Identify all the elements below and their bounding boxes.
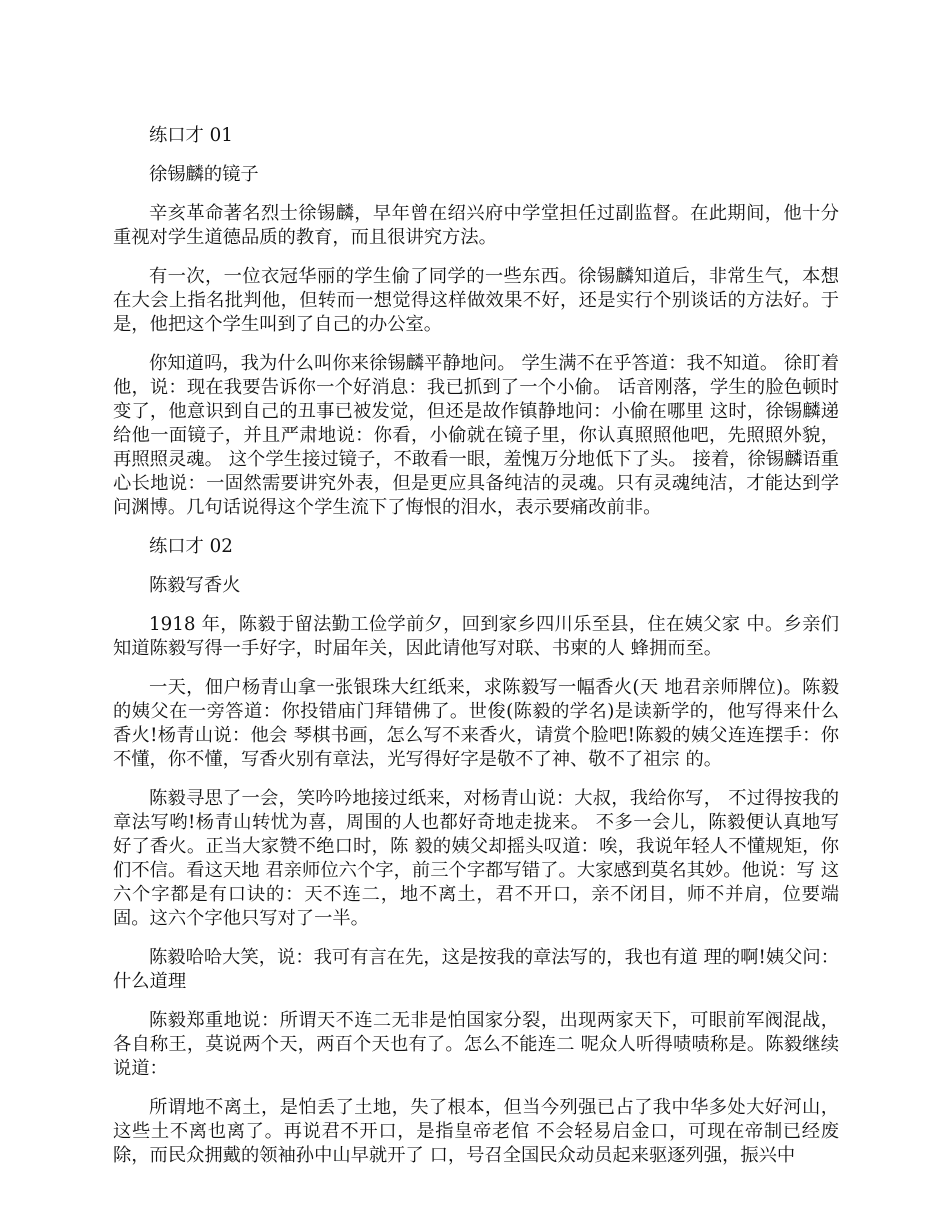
section-heading: 练口才 02 (149, 536, 233, 557)
paragraph: 有一次，一位衣冠华丽的学生偷了同学的一些东西。徐锡麟知道后，非常生气，本想在大会上指名批判他，但转而一想觉得这样做效果不好，还是实行个别谈话的方法好。于是，他把这个学生叫到了自己的办公室。 (113, 266, 839, 335)
story-title: 陈毅写香火 (149, 575, 241, 596)
paragraph: 陈毅哈哈大笑，说：我可有言在先，这是按我的章法写的，我也有道 理的啊!姨父问：什么道理 (113, 947, 839, 992)
section-heading: 练口才 01 (149, 125, 233, 146)
paragraph: 辛亥革命著名烈士徐锡麟，早年曾在绍兴府中学堂担任过副监督。在此期间，他十分重视对学生道德品质的教育，而且很讲究方法。 (113, 203, 839, 248)
paragraph: 陈毅寻思了一会，笑吟吟地接过纸来，对杨青山说：大叔，我给你写， 不过得按我的章法写哟!杨青山转忧为喜，周围的人也都好奇地走拢来。 不多一会儿，陈毅便认真地写好了香火。正当大家赞不绝口时，陈 毅的姨父却摇头叹道：唉，我说年轻人不懂规矩，你们不信。看这天地 君亲师位六个字，前三个字都写错了。大家感到莫名其妙。他说：写 这六个字都是有口诀的：天不连二，地不离土，君不开口，亲不闭目，师不并肩，位要端固。这六个字他只写对了一半。 (113, 788, 839, 929)
paragraph: 1918 年，陈毅于留法勤工俭学前夕，回到家乡四川乐至县，住在姨父家 中。乡亲们知道陈毅写得一手好字，时届年关，因此请他写对联、书柬的人 蜂拥而至。 (113, 614, 839, 659)
document-page (113, 124, 839, 1183)
paragraph: 一天，佃户杨青山拿一张银珠大红纸来，求陈毅写一幅香火(天 地君亲师牌位)。陈毅的姨父在一旁答道：你投错庙门拜错佛了。世俊(陈毅的学名)是读新学的，他写得来什么香火!杨青山说：他会 琴棋书画，怎么写不来香火，请赏个脸吧!陈毅的姨父连连摆手：你不懂，你不懂，写香火别有章法，光写得好字是敬不了神、敬不了祖宗 的。 (113, 677, 839, 770)
paragraph: 陈毅郑重地说：所谓天不连二无非是怕国家分裂，出现两家天下，可眼前军阀混战，各自称王，莫说两个天，两百个天也有了。怎么不能连二 呢众人听得啧啧称是。陈毅继续说道： (113, 1010, 839, 1079)
paragraph: 你知道吗，我为什么叫你来徐锡麟平静地问。 学生满不在乎答道：我不知道。 徐盯着他，说：现在我要告诉你一个好消息：我已抓到了一个小偷。 话音刚落，学生的脸色顿时变了，他意识到自己的丑事已被发觉，但还是故作镇静地问：小偷在哪里 这时，徐锡麟递给他一面镜子，并且严肃地说：你看，小偷就在镜子里，你认真照照他吧，先照照外貌，再照照灵魂。 这个学生接过镜子，不敢看一眼，羞愧万分地低下了头。 接着，徐锡麟语重心长地说：一固然需要讲究外表，但是更应具备纯洁的灵魂。只有灵魂纯洁，才能达到学问渊博。几句话说得这个学生流下了悔恨的泪水，表示要痛改前非。 (113, 353, 839, 518)
story-title: 徐锡麟的镜子 (149, 164, 259, 185)
paragraph: 所谓地不离土，是怕丢了土地，失了根本，但当今列强已占了我中华多处大好河山，这些土不离也离了。再说君不开口，是指皇帝老倌 不会轻易启金口，可现在帝制已经废除，而民众拥戴的领袖孙中山早就开了 口，号召全国民众动员起来驱逐列强，振兴中 (113, 1097, 839, 1166)
